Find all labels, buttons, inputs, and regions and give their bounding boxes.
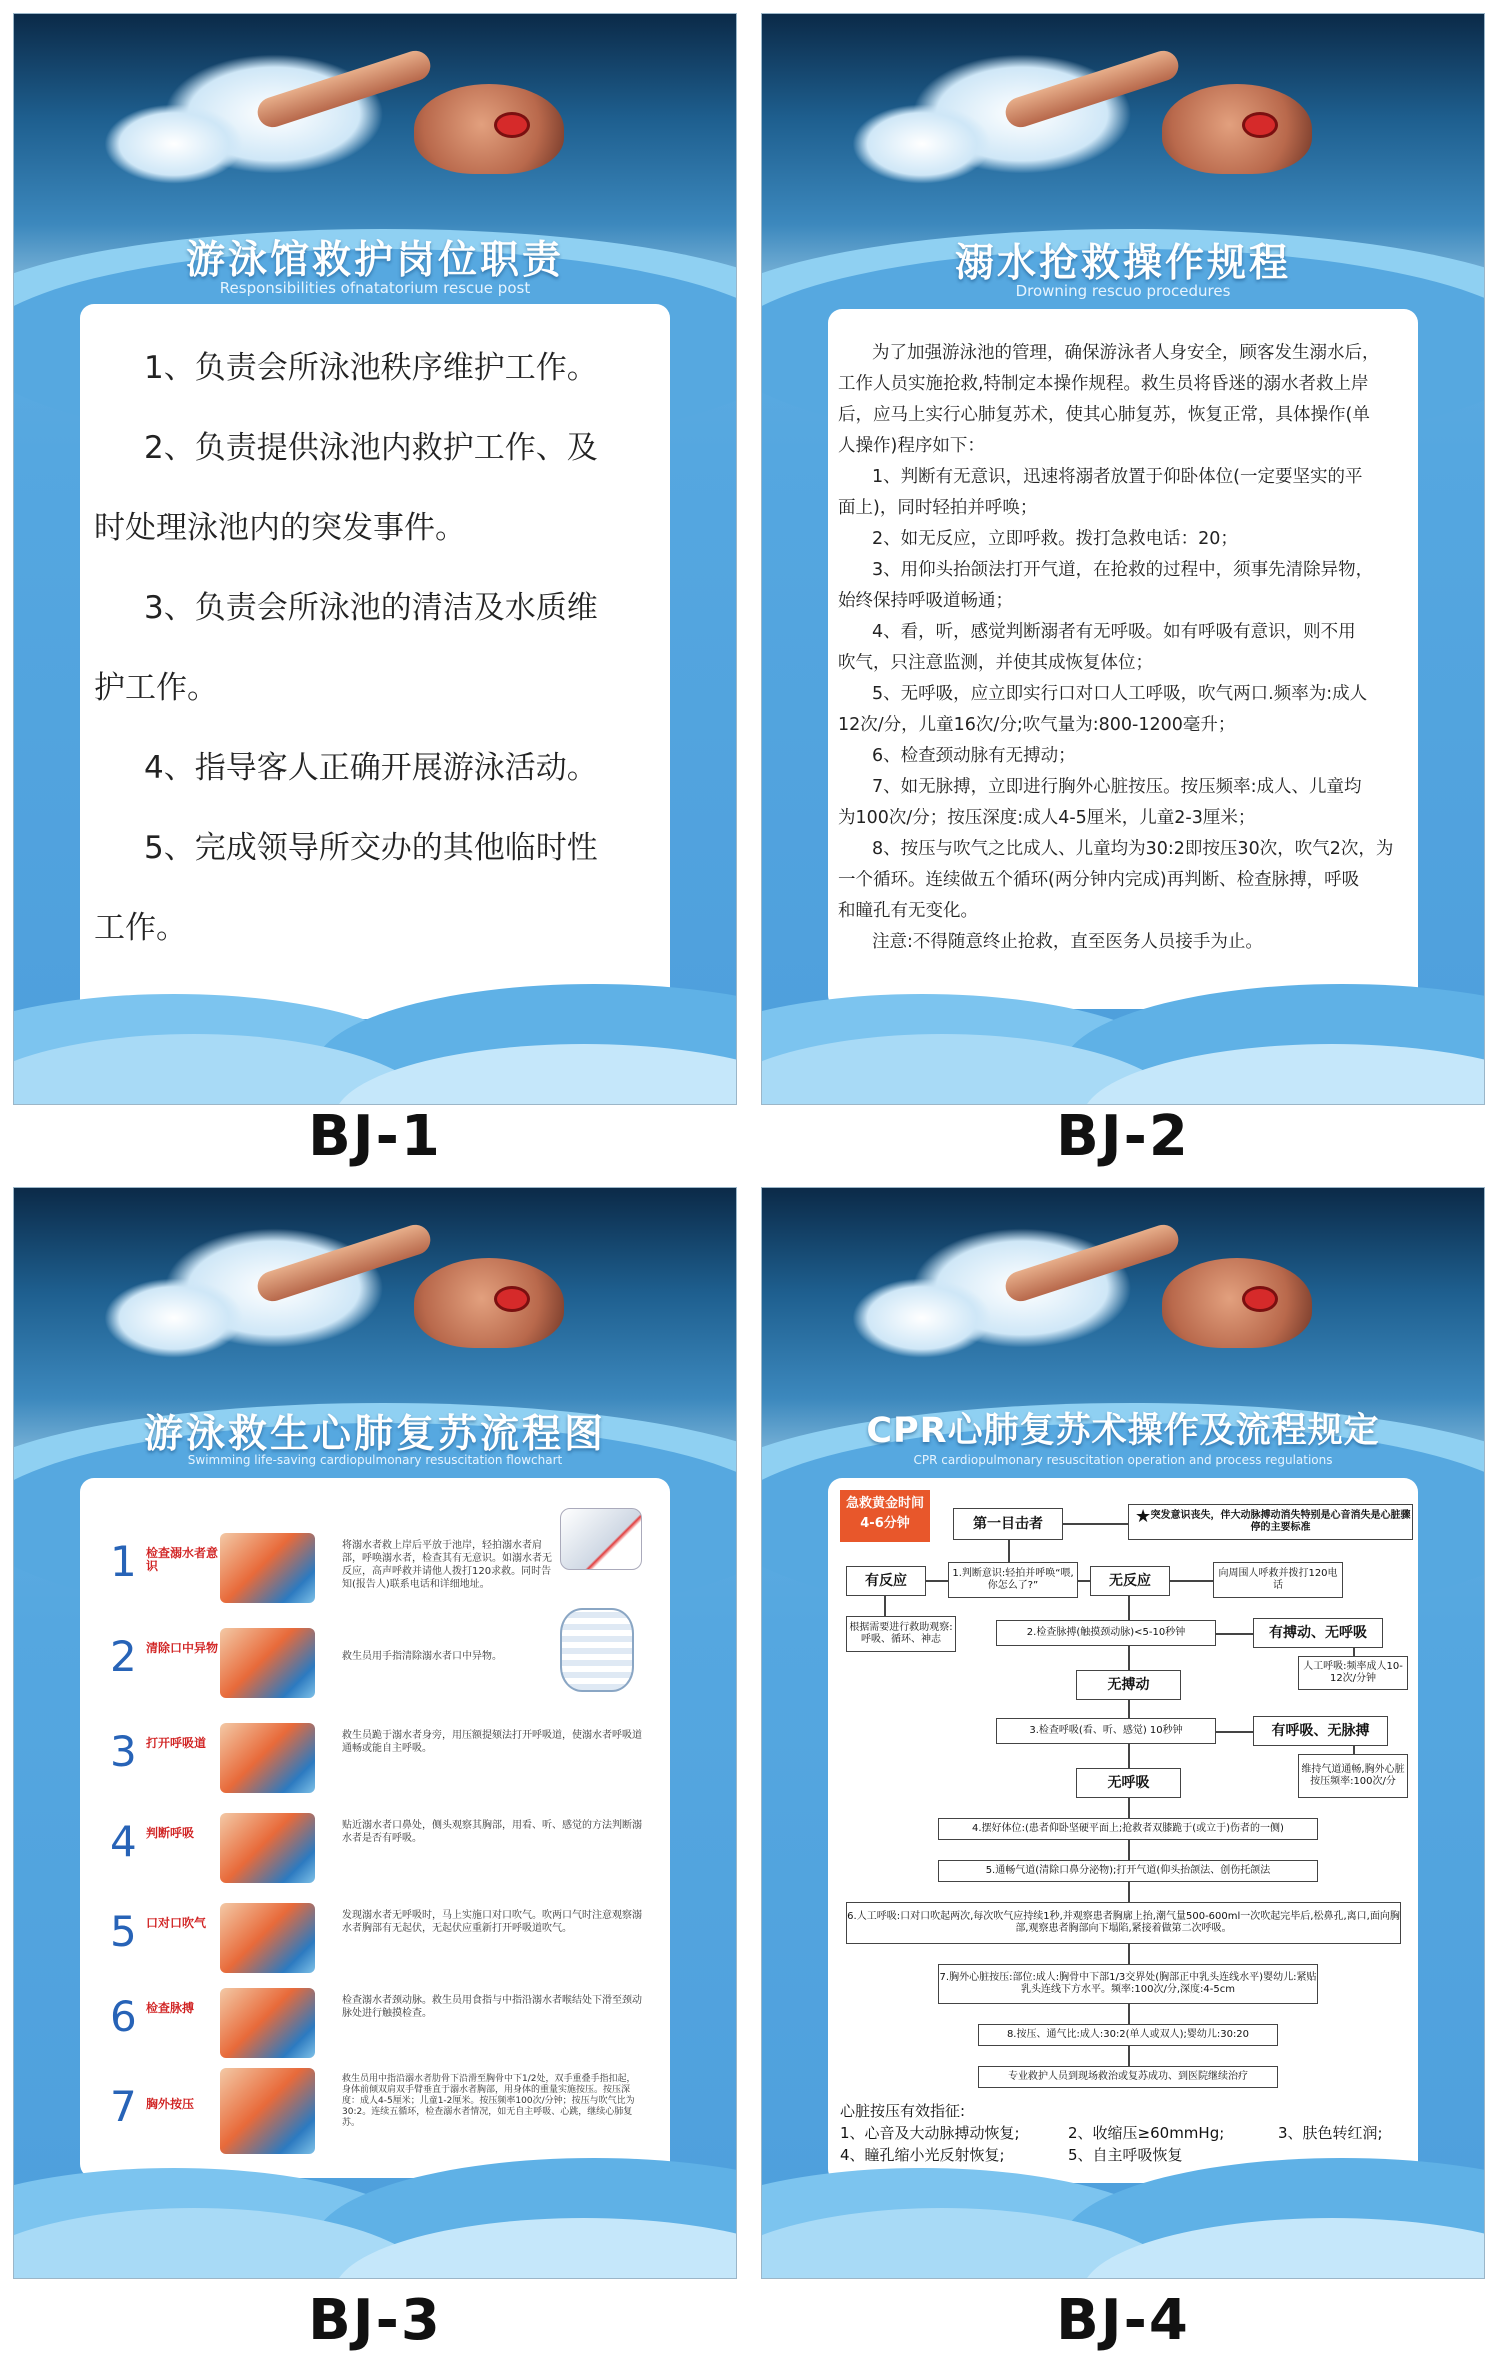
poster-bj1 <box>14 14 736 1104</box>
duty-line: 5、完成领导所交办的其他临时性 <box>144 830 598 866</box>
check-pulse-box: 2.检查脉搏(触摸颈动脉)<5-10秒钟 <box>996 1620 1216 1646</box>
bottom-wave <box>762 934 1484 1104</box>
poster-subtitle: Drowning rescuo procedures <box>1015 282 1231 300</box>
call-120-box: 向周围人呼救并拨打120电话 <box>1213 1562 1343 1598</box>
effective-title: 心脏按压有效指征: <box>840 2102 966 2120</box>
step-5-box: 5.通畅气道(清除口鼻分泌物);打开气道(仰头抬颌法、创伤托颌法 <box>938 1860 1318 1882</box>
step-number: 6 <box>110 1992 137 2041</box>
bottom-wave <box>14 934 736 1104</box>
procedure-line: 7、如无脉搏，立即进行胸外心脏按压。按压频率:成人、儿童均 <box>872 777 1362 797</box>
no-breath-box: 无呼吸 <box>1076 1768 1181 1798</box>
step-title: 检查溺水者意识 <box>146 1546 219 1573</box>
procedure-line: 6、检查颈动脉有无搏动； <box>872 746 1076 766</box>
cpr-step <box>80 1813 670 1883</box>
step-description: 救生员跪于溺水者身旁，用压额提颏法打开呼吸道，使溺水者呼吸道通畅或能自主呼吸。 <box>342 1730 642 1754</box>
first-witness-box: 第一目击者 <box>953 1508 1063 1540</box>
duty-line: 3、负责会所泳池的清洁及水质维 <box>144 590 598 626</box>
step-8-box: 8.按压、通气比:成人:30:2(单人或双人);婴幼儿:30:20 <box>978 2024 1278 2046</box>
step-title: 检查脉搏 <box>146 2001 195 2015</box>
step-number: 7 <box>110 2082 137 2131</box>
step-number: 3 <box>110 1727 137 1776</box>
poster-bj3 <box>14 1188 736 2278</box>
step-number: 2 <box>110 1632 137 1681</box>
procedure-line: 为100次/分；按压深度:成人4-5厘米，儿童2-3厘米； <box>838 808 1256 828</box>
procedure-line: 2、如无反应，立即呼救。拨打急救电话：20； <box>872 529 1238 549</box>
poster-title: 游泳救生心肺复苏流程图 <box>143 1412 606 1457</box>
procedure-line: 面上)，同时轻拍并呼唤； <box>838 498 1038 518</box>
poster-subtitle: Responsibilities ofnatatorium rescue post <box>219 279 531 297</box>
poster-bj2 <box>762 14 1484 1104</box>
duty-line: 时处理泳池内的突发事件。 <box>94 510 466 546</box>
effective-item: 2、收缩压≥60mmHg; <box>1068 2124 1225 2142</box>
step-9-box: 专业救护人员到现场救治或复苏成功、到医院继续治疗 <box>978 2066 1278 2088</box>
step-illustration <box>220 1988 315 2058</box>
poster-label: BJ-1 <box>308 1104 442 1169</box>
step-illustration <box>220 1813 315 1883</box>
step-title: 清除口中异物 <box>146 1641 219 1655</box>
procedure-line: 始终保持呼吸道畅通； <box>838 591 1013 611</box>
procedure-line: 工作人员实施抢救,特制定本操作规程。救生员将昏迷的溺水者救上岸 <box>838 374 1369 394</box>
cpr-step <box>80 1988 670 2058</box>
step-7-box: 7.胸外心脏按压:部位:成人:胸骨中下部1/3交界处(胸部正中乳头连线水平)婴幼儿:紧贴乳头连线下方水平。频率:100次/分,深度:4-5cm <box>938 1964 1318 2004</box>
content-panel <box>80 1478 670 2178</box>
step-description: 救生员用中指沿溺水者肋骨下沿滑至胸骨中下1/2处，双手重叠手指扣起，身体前倾双肩双手臂垂直于溺水者胸部，用身体的重量实施按压。按压深度：成人4-5厘米；儿童1-2厘米。按压频率100次/分钟；按压与吹气比为30:2。连续五循环，检查溺水者情况，如无自主呼吸、心跳，继续心肺复苏。 <box>342 2074 636 2128</box>
no-pulse-box: 无搏动 <box>1076 1670 1181 1700</box>
bottom-wave <box>14 2108 736 2278</box>
poster-subtitle: Swimming life-saving cardiopulmonary resuscitation flowchart <box>187 1453 563 1467</box>
procedure-line: 3、用仰头抬颌法打开气道，在抢救的过程中，须事先清除异物， <box>872 560 1374 580</box>
golden-time-badge <box>840 1490 930 1542</box>
has-response-box: 有反应 <box>846 1566 926 1596</box>
procedure-line: 一个循环。连续做五个循环(两分钟内完成)再判断、检查脉搏，呼吸 <box>838 870 1360 890</box>
procedure-line: 和瞳孔有无变化。 <box>838 901 978 921</box>
poster-label: BJ-3 <box>308 2288 442 2353</box>
step-description: 发现溺水者无呼吸时，马上实施口对口吹气。吹两口气时注意观察溺水者胸部有无起伏，无起伏应重新打开呼吸道吹气。 <box>342 1910 642 1934</box>
step-illustration <box>220 1628 315 1698</box>
procedure-line: 后，应马上实行心肺复苏术，使其心肺复苏，恢复正常，具体操作(单 <box>838 405 1370 425</box>
effective-item: 4、瞳孔缩小光反射恢复; <box>840 2146 1005 2164</box>
effective-item: 3、肤色转红润; <box>1278 2124 1383 2142</box>
star-note-box: ★ 突发意识丧失，伴大动脉搏动消失特别是心音消失是心脏骤停的主要标准 <box>1128 1504 1413 1540</box>
no-response-box: 无反应 <box>1090 1566 1170 1596</box>
poster-title: 溺水抢救操作规程 <box>954 241 1291 286</box>
effective-item: 1、心音及大动脉搏动恢复; <box>840 2124 1020 2142</box>
poster-subtitle: CPR cardiopulmonary resuscitation operation and process regulations <box>913 1453 1333 1467</box>
bottom-wave <box>762 2108 1484 2278</box>
step-title: 打开呼吸道 <box>146 1736 207 1750</box>
step-title: 胸外按压 <box>146 2097 195 2111</box>
check-breath-box: 3.检查呼吸(看、听、感觉) 10秒钟 <box>996 1718 1216 1744</box>
procedure-line: 1、判断有无意识，迅速将溺者放置于仰卧体位(一定要坚实的平 <box>872 467 1363 487</box>
cpr-step <box>80 1533 670 1603</box>
cpr-step <box>80 1628 670 1698</box>
content-panel <box>828 309 1418 1009</box>
step-illustration <box>220 1903 315 1973</box>
duty-line: 护工作。 <box>94 670 218 706</box>
step-number: 5 <box>110 1907 137 1956</box>
step-title: 口对口吹气 <box>146 1916 207 1930</box>
star-icon: ★ <box>1135 1506 1152 1527</box>
artificial-breathing-box: 人工呼吸:频率成人10-12次/分钟 <box>1298 1656 1408 1690</box>
step-description: 将溺水者救上岸后平放于池岸，轻拍溺水者肩部，呼唤溺水者，检查其有无意识。如溺水者无反应，高声呼救并请他人拨打120求救。同时告知(报告人)联系电话和详细地址。 <box>342 1540 552 1590</box>
duty-line: 1、负责会所泳池秩序维护工作。 <box>144 350 598 386</box>
step-4-box: 4.摆好体位:(患者仰卧坚硬平面上;抢救者双膝跪于(或立于)伤者的一侧) <box>938 1818 1318 1840</box>
judge-consciousness-box: 1.判断意识:轻拍并呼唤“喂,你怎么了?” <box>948 1562 1078 1598</box>
step-title: 判断呼吸 <box>146 1826 195 1840</box>
step-illustration <box>220 1533 315 1603</box>
procedure-line: 12次/分，儿童16次/分;吹气量为:800-1200毫升； <box>838 715 1236 735</box>
poster-title: CPR心肺复苏术操作及流程规定 <box>866 1411 1380 1451</box>
procedure-line: 5、无呼吸，应立即实行口对口人工呼吸，吹气两口.频率为:成人 <box>872 684 1368 704</box>
step-illustration <box>220 1723 315 1793</box>
step-number: 1 <box>110 1537 137 1586</box>
procedure-line: 为了加强游泳池的管理，确保游泳者人身安全，顾客发生溺水后， <box>872 343 1380 363</box>
golden-time-value: 4-6分钟 <box>860 1516 910 1531</box>
step-description: 救生员用手指清除溺水者口中异物。 <box>342 1651 502 1662</box>
poster-label: BJ-2 <box>1056 1104 1190 1169</box>
cpr-step <box>80 1903 670 1973</box>
effective-item: 5、自主呼吸恢复 <box>1068 2146 1183 2164</box>
duty-line: 2、负责提供泳池内救护工作、及 <box>144 430 598 466</box>
breath-no-pulse-box: 有呼吸、无脉搏 <box>1253 1716 1388 1746</box>
poster-bj4 <box>762 1188 1484 2278</box>
duty-line: 4、指导客人正确开展游泳活动。 <box>144 750 598 786</box>
maintain-airway-box: 维持气道通畅,胸外心脏按压频率:100次/分 <box>1298 1754 1408 1798</box>
procedure-line: 吹气，只注意监测，并使其成恢复体位； <box>838 653 1153 673</box>
duty-line: 工作。 <box>94 910 187 946</box>
pulse-no-breath-box: 有搏动、无呼吸 <box>1253 1618 1383 1648</box>
poster-label: BJ-4 <box>1056 2288 1190 2353</box>
observe-box: 根据需要进行救助观察:呼吸、循环、神志 <box>846 1616 956 1652</box>
procedure-line: 注意:不得随意终止抢救，直至医务人员接手为止。 <box>872 932 1263 952</box>
content-panel <box>828 1478 1418 2183</box>
procedure-line: 4、看，听，感觉判断溺者有无呼吸。如有呼吸有意识，则不用 <box>872 622 1356 642</box>
step-description: 检查溺水者颈动脉。救生员用食指与中指沿溺水者喉结处下滑至颈动脉处进行触摸检查。 <box>342 1995 642 2019</box>
cpr-step <box>80 1723 670 1793</box>
step-number: 4 <box>110 1817 137 1866</box>
step-description: 贴近溺水者口鼻处，侧头观察其胸部，用看、听、感觉的方法判断溺水者是否有呼吸。 <box>342 1820 642 1844</box>
procedure-line: 人操作)程序如下： <box>838 436 985 456</box>
step-6-box: 6.人工呼吸:口对口吹起两次,每次吹气应持续1秒,并观察患者胸廓上抬,潮气量500-600ml一次吹起完毕后,松鼻孔,离口,面向胸部,观察患者胸部向下塌陷,紧接着做第二次呼吸。 <box>846 1902 1401 1944</box>
procedure-line: 8、按压与吹气之比成人、儿童均为30:2即按压30次，吹气2次，为 <box>872 839 1394 859</box>
content-panel <box>80 304 670 1019</box>
poster-title: 游泳馆救护岗位职责 <box>185 238 564 283</box>
golden-time-label: 急救黄金时间 <box>845 1496 924 1511</box>
